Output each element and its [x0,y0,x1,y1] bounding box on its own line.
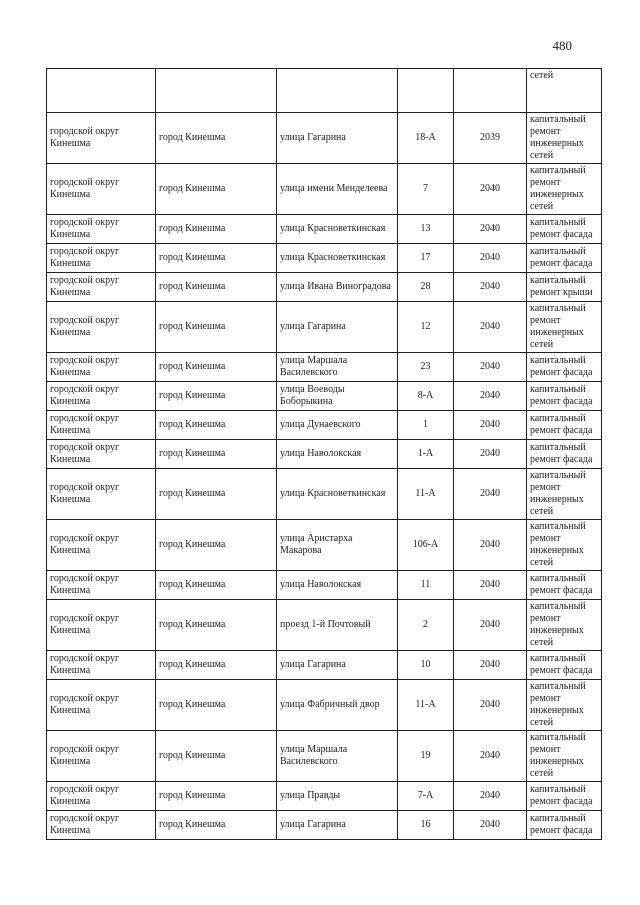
house-number-cell: 11-А [398,680,454,731]
year-cell: 2040 [454,244,527,273]
street-cell: улица Гагарина [277,302,398,353]
town-cell: город Кинешма [156,411,277,440]
table-row [47,782,602,811]
table-row [47,600,602,651]
street-cell: улица Красноветкинская [277,215,398,244]
address-area-cell: городской округ Кинешма [47,469,156,520]
address-area-cell [47,69,156,113]
year-cell: 2040 [454,782,527,811]
address-area-cell: городской округ Кинешма [47,244,156,273]
house-number-cell: 8-А [398,382,454,411]
table-row [47,244,602,273]
year-cell: 2040 [454,571,527,600]
town-cell: город Кинешма [156,651,277,680]
house-number-cell: 16 [398,811,454,840]
year-cell: 2040 [454,731,527,782]
work-type-cell: капитальный ремонт инженерных сетей [527,164,602,215]
work-type-cell: капитальный ремонт инженерных сетей [527,600,602,651]
street-cell: улица Наволокская [277,440,398,469]
street-cell: улица Гагарина [277,113,398,164]
table-row [47,731,602,782]
table-row [47,680,602,731]
street-cell [277,69,398,113]
address-area-cell: городской округ Кинешма [47,440,156,469]
address-area-cell: городской округ Кинешма [47,113,156,164]
work-type-cell: капитальный ремонт фасада [527,811,602,840]
work-type-cell: капитальный ремонт инженерных сетей [527,731,602,782]
table-row [47,520,602,571]
house-number-cell: 13 [398,215,454,244]
table-row [47,382,602,411]
house-number-cell: 106-А [398,520,454,571]
house-number-cell: 23 [398,353,454,382]
street-cell: улица Ивана Виноградова [277,273,398,302]
town-cell: город Кинешма [156,571,277,600]
work-type-cell: капитальный ремонт фасада [527,215,602,244]
work-type-cell: капитальный ремонт фасада [527,244,602,273]
address-area-cell: городской округ Кинешма [47,273,156,302]
street-cell: улица Фабричный двор [277,680,398,731]
table-row [47,651,602,680]
address-area-cell: городской округ Кинешма [47,811,156,840]
house-number-cell: 12 [398,302,454,353]
house-number-cell: 2 [398,600,454,651]
town-cell: город Кинешма [156,782,277,811]
table-row [47,69,602,113]
year-cell: 2040 [454,520,527,571]
street-cell: улица Гагарина [277,811,398,840]
year-cell: 2040 [454,680,527,731]
work-type-cell: капитальный ремонт инженерных сетей [527,680,602,731]
table-row [47,302,602,353]
year-cell: 2040 [454,411,527,440]
house-number-cell: 19 [398,731,454,782]
table-row [47,215,602,244]
house-number-cell: 18-А [398,113,454,164]
work-type-cell: сетей [527,69,602,113]
work-type-cell: капитальный ремонт фасада [527,440,602,469]
town-cell: город Кинешма [156,600,277,651]
town-cell: город Кинешма [156,164,277,215]
year-cell: 2040 [454,353,527,382]
address-area-cell: городской округ Кинешма [47,600,156,651]
address-area-cell: городской округ Кинешма [47,164,156,215]
work-type-cell: капитальный ремонт инженерных сетей [527,469,602,520]
year-cell: 2040 [454,651,527,680]
street-cell: улица Маршала Василевского [277,731,398,782]
address-area-cell: городской округ Кинешма [47,680,156,731]
street-cell: улица Маршала Василевского [277,353,398,382]
address-area-cell: городской округ Кинешма [47,302,156,353]
town-cell: город Кинешма [156,811,277,840]
year-cell: 2040 [454,469,527,520]
house-number-cell: 1 [398,411,454,440]
house-number-cell: 28 [398,273,454,302]
town-cell: город Кинешма [156,273,277,302]
table-row [47,469,602,520]
year-cell: 2040 [454,440,527,469]
address-area-cell: городской округ Кинешма [47,782,156,811]
town-cell: город Кинешма [156,469,277,520]
address-area-cell: городской округ Кинешма [47,382,156,411]
table-row [47,811,602,840]
year-cell: 2040 [454,164,527,215]
street-cell: улица Красноветкинская [277,469,398,520]
table-row [47,164,602,215]
work-type-cell: капитальный ремонт инженерных сетей [527,520,602,571]
town-cell: город Кинешма [156,731,277,782]
year-cell: 2040 [454,302,527,353]
table-row [47,571,602,600]
town-cell: город Кинешма [156,215,277,244]
house-number-cell: 7 [398,164,454,215]
address-area-cell: городской округ Кинешма [47,651,156,680]
house-number-cell: 1-А [398,440,454,469]
house-number-cell: 7-А [398,782,454,811]
address-area-cell: городской округ Кинешма [47,731,156,782]
town-cell: город Кинешма [156,244,277,273]
address-area-cell: городской округ Кинешма [47,215,156,244]
address-area-cell: городской округ Кинешма [47,411,156,440]
page-number: 480 [552,38,572,53]
table-row [47,440,602,469]
town-cell: город Кинешма [156,520,277,571]
table-body [47,69,602,840]
town-cell: город Кинешма [156,113,277,164]
work-type-cell: капитальный ремонт фасада [527,411,602,440]
work-type-cell: капитальный ремонт крыши [527,273,602,302]
work-type-cell: капитальный ремонт фасада [527,382,602,411]
town-cell: город Кинешма [156,440,277,469]
year-cell: 2040 [454,600,527,651]
work-type-cell: капитальный ремонт инженерных сетей [527,302,602,353]
street-cell: улица Красноветкинская [277,244,398,273]
house-number-cell: 17 [398,244,454,273]
work-type-cell: капитальный ремонт инженерных сетей [527,113,602,164]
house-number-cell: 11-А [398,469,454,520]
work-type-cell: капитальный ремонт фасада [527,782,602,811]
work-type-cell: капитальный ремонт фасада [527,353,602,382]
house-number-cell: 10 [398,651,454,680]
year-cell: 2040 [454,215,527,244]
table-row [47,113,602,164]
house-number-cell: 11 [398,571,454,600]
town-cell: город Кинешма [156,302,277,353]
town-cell: город Кинешма [156,680,277,731]
town-cell [156,69,277,113]
year-cell: 2040 [454,382,527,411]
table-row [47,411,602,440]
house-number-cell [398,69,454,113]
street-cell: улица Наволокская [277,571,398,600]
table-row [47,353,602,382]
street-cell: улица Правды [277,782,398,811]
town-cell: город Кинешма [156,353,277,382]
street-cell: улица имени Менделеева [277,164,398,215]
year-cell: 2040 [454,273,527,302]
work-type-cell: капитальный ремонт фасада [527,651,602,680]
year-cell: 2039 [454,113,527,164]
year-cell: 2040 [454,811,527,840]
street-cell: проезд 1-й Почтовый [277,600,398,651]
street-cell: улица Дунаевского [277,411,398,440]
address-area-cell: городской округ Кинешма [47,520,156,571]
address-area-cell: городской округ Кинешма [47,571,156,600]
year-cell [454,69,527,113]
street-cell: улица Воеводы Боборыкина [277,382,398,411]
repair-schedule-table [46,68,602,840]
street-cell: улица Аристарха Макарова [277,520,398,571]
address-area-cell: городской округ Кинешма [47,353,156,382]
street-cell: улица Гагарина [277,651,398,680]
work-type-cell: капитальный ремонт фасада [527,571,602,600]
town-cell: город Кинешма [156,382,277,411]
table-row [47,273,602,302]
